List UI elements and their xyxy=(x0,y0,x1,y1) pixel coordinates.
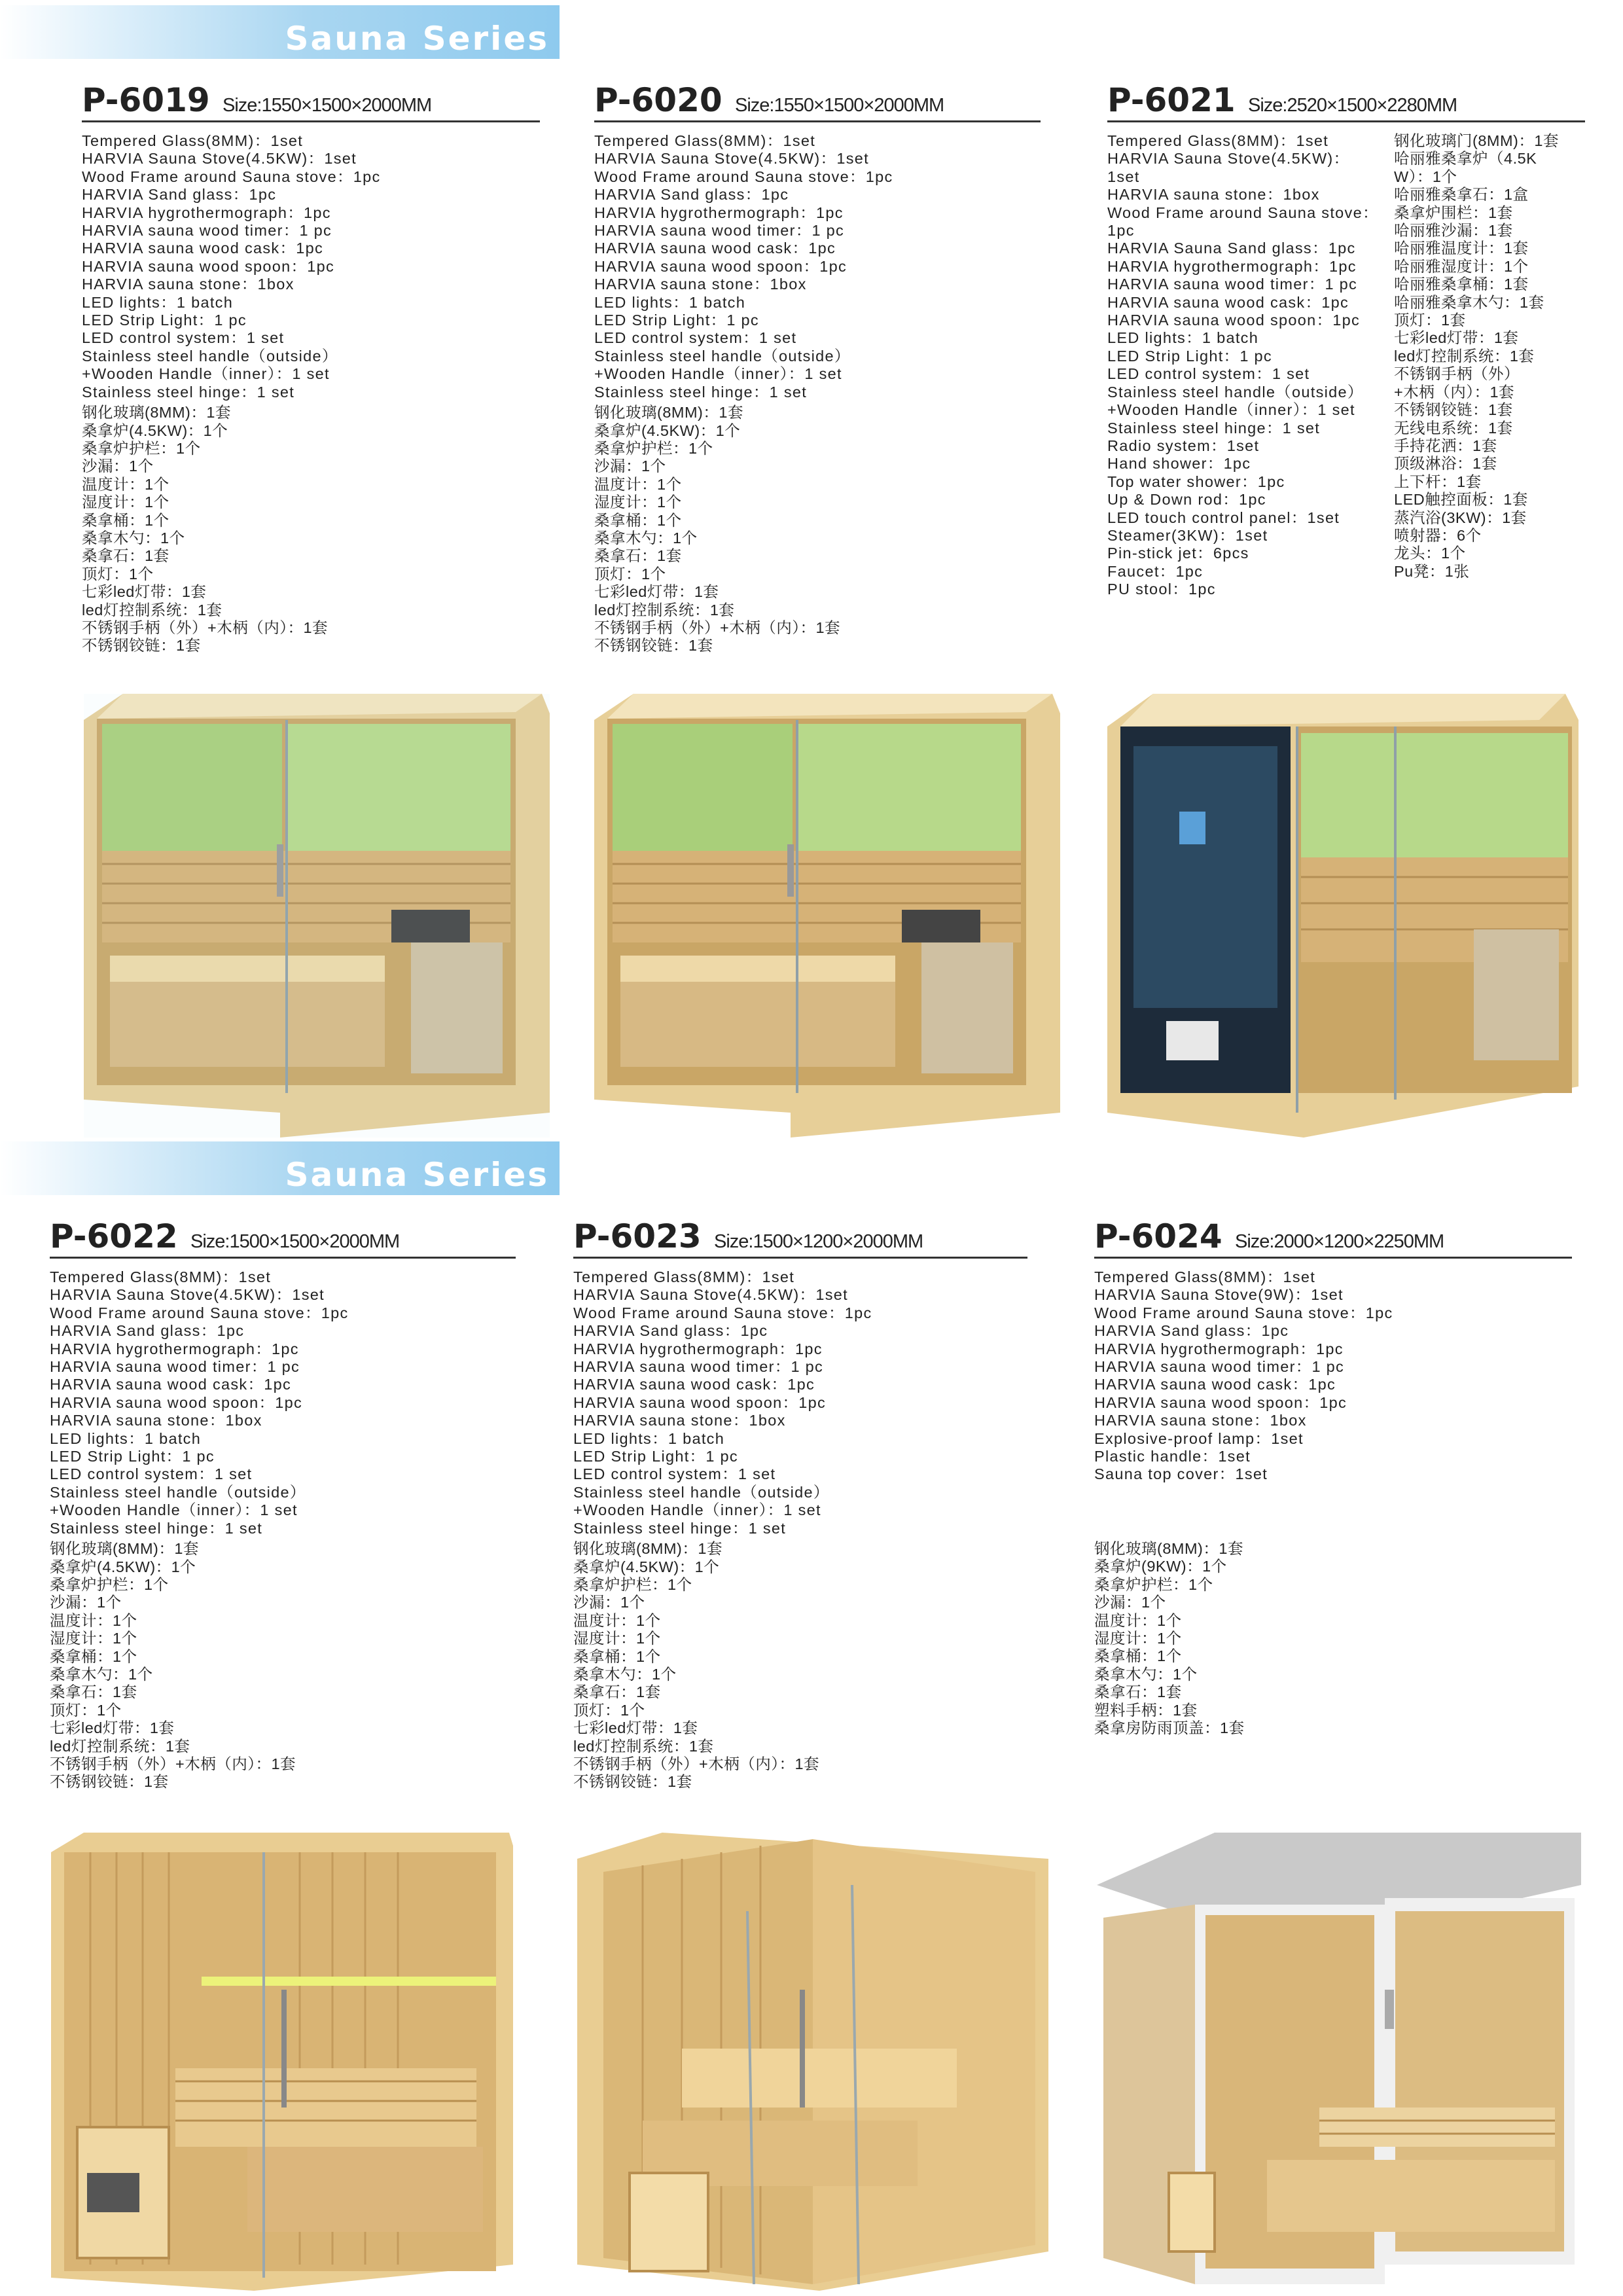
spec-list xyxy=(594,132,893,655)
spec-line: Wood Frame around Sauna stove：1pc xyxy=(1094,1304,1393,1321)
spec-line: HARVIA sauna wood cask：1pc xyxy=(594,240,836,257)
product-header xyxy=(1107,79,1585,122)
spec-list-english xyxy=(1094,1268,1393,1484)
spec-line: HARVIA Sand glass：1pc xyxy=(594,186,789,204)
spec-line: 1pc xyxy=(1107,222,1135,240)
spec-line: HARVIA Sauna Sand glass：1pc xyxy=(1107,240,1356,257)
spec-line: 钢化玻璃(8MM)：1套 xyxy=(82,404,231,422)
spec-line: Stainless steel handle（outside） xyxy=(1107,383,1364,401)
spec-line: 不锈钢手柄（外） xyxy=(1394,365,1520,383)
spec-list-chinese xyxy=(573,1540,872,1791)
spec-line: 沙漏：1个 xyxy=(50,1594,122,1611)
spec-line: LED lights：1 batch xyxy=(82,293,234,311)
spec-line: HARVIA sauna wood cask：1pc xyxy=(50,1376,292,1393)
spec-line: LED lights：1 batch xyxy=(594,293,746,311)
spec-list xyxy=(50,1268,349,1791)
spec-line: LED lights：1 batch xyxy=(50,1429,202,1447)
spec-list-english xyxy=(573,1268,872,1537)
product-size: Size:1500×1200×2000MM xyxy=(714,1231,923,1252)
spec-line: 桑拿炉(4.5KW)：1个 xyxy=(50,1558,196,1575)
spec-line: 哈丽雅桑拿石：1盒 xyxy=(1394,186,1529,204)
product-header xyxy=(1094,1215,1572,1259)
spec-line: HARVIA sauna wood timer：1 pc xyxy=(82,222,332,240)
spec-line: 温度计：1个 xyxy=(1094,1611,1182,1629)
spec-line: 钢化玻璃(8MM)：1套 xyxy=(573,1540,722,1558)
spec-line: HARVIA Sauna Stove(4.5KW)： xyxy=(1107,150,1350,168)
spec-line: 喷射器：6个 xyxy=(1394,526,1482,544)
spec-line: 桑拿桶：1个 xyxy=(594,511,682,529)
spec-line: LED lights：1 batch xyxy=(573,1429,725,1447)
spec-line: 温度计：1个 xyxy=(50,1611,137,1629)
spec-line: HARVIA sauna wood spoon：1pc xyxy=(594,257,847,275)
spec-list xyxy=(573,1268,872,1791)
spec-list xyxy=(1107,132,1379,599)
spec-list-english xyxy=(50,1268,349,1537)
product-header xyxy=(573,1215,1027,1259)
spec-line: 桑拿石：1套 xyxy=(82,547,169,565)
spec-line: 哈丽雅桑拿桶：1套 xyxy=(1394,276,1529,293)
spec-line: 顶灯：1个 xyxy=(573,1701,645,1719)
spec-line: Stainless steel hinge：1 set xyxy=(594,383,808,401)
series-banner-top xyxy=(0,5,560,59)
spec-line: 哈丽雅湿度计：1个 xyxy=(1394,257,1529,275)
spec-list-chinese xyxy=(1394,132,1559,581)
spec-line: 哈丽雅沙漏：1套 xyxy=(1394,222,1513,240)
spec-line: HARVIA sauna stone：1box xyxy=(573,1412,786,1429)
spec-list xyxy=(82,132,381,655)
series-title: Sauna Series xyxy=(285,20,549,58)
spec-line: HARVIA sauna stone：1box xyxy=(594,276,807,293)
spec-list-english xyxy=(82,132,381,401)
spec-line: HARVIA Sauna Stove(4.5KW)：1set xyxy=(50,1286,325,1304)
spec-line: 七彩led灯带：1套 xyxy=(573,1719,698,1737)
spec-line: HARVIA Sauna Stove(9W)：1set xyxy=(1094,1286,1344,1304)
spec-line: 桑拿炉护栏：1个 xyxy=(573,1575,692,1593)
spec-line: 桑拿房防雨顶盖：1套 xyxy=(1094,1719,1245,1736)
spec-line: 不锈钢手柄（外）+木柄（内）：1套 xyxy=(573,1755,820,1772)
spec-line: HARVIA sauna wood spoon：1pc xyxy=(82,257,335,275)
spec-line: LED touch control panel：1set xyxy=(1107,509,1340,526)
spec-list-chinese xyxy=(594,404,893,655)
spec-line: HARVIA sauna wood timer：1 pc xyxy=(573,1358,824,1376)
product-size: Size:1550×1500×2000MM xyxy=(223,95,432,116)
spec-line: Up & Down rod：1pc xyxy=(1107,491,1266,509)
spec-line: 哈丽雅桑拿木勺：1套 xyxy=(1394,293,1544,311)
sauna-image xyxy=(577,1833,1048,2291)
product-header xyxy=(50,1215,516,1259)
spec-line: HARVIA sauna wood spoon：1pc xyxy=(1094,1393,1347,1411)
spec-line: Radio system：1set xyxy=(1107,437,1260,454)
spec-line: Wood Frame around Sauna stove：1pc xyxy=(82,168,381,185)
sauna-photo-p6020 xyxy=(594,694,1060,1138)
spec-line: 不锈钢手柄（外）+木柄（内）：1套 xyxy=(594,619,841,636)
spec-line: 桑拿木勺：1个 xyxy=(1094,1665,1198,1683)
spec-line: Pin-stick jet：6pcs xyxy=(1107,545,1249,562)
spec-line: 不锈钢铰链：1套 xyxy=(573,1773,692,1791)
spec-line: 桑拿桶：1个 xyxy=(82,511,169,529)
spec-line: 湿度计：1个 xyxy=(594,493,682,511)
spec-line: 不锈钢铰链：1套 xyxy=(50,1773,169,1791)
spec-line: HARVIA sauna wood spoon：1pc xyxy=(573,1393,827,1411)
spec-line: LED control system：1 set xyxy=(573,1465,776,1483)
spec-line: Top water shower：1pc xyxy=(1107,473,1285,490)
spec-line: HARVIA sauna wood spoon：1pc xyxy=(50,1393,303,1411)
spec-line: Stainless steel handle（outside） xyxy=(573,1483,830,1501)
spec-line: Wood Frame around Sauna stove：1pc xyxy=(594,168,893,185)
product-p6021 xyxy=(1107,79,1585,598)
sauna-photo-p6024 xyxy=(1097,1833,1581,2291)
spec-list-chinese xyxy=(50,1540,349,1791)
spec-line: 桑拿石：1套 xyxy=(573,1683,661,1701)
spec-line: 无线电系统：1套 xyxy=(1394,419,1513,437)
spec-line: +木柄（内）：1套 xyxy=(1394,383,1515,401)
product-p6019 xyxy=(82,79,540,655)
spec-line: W）：1个 xyxy=(1394,168,1457,185)
spec-line: led灯控制系统：1套 xyxy=(1394,347,1535,365)
spec-line: HARVIA Sauna Stove(4.5KW)：1set xyxy=(594,150,869,168)
spec-line: HARVIA hygrothermograph：1pc xyxy=(573,1340,823,1357)
spec-line: 湿度计：1个 xyxy=(82,493,169,511)
spec-line: Wood Frame around Sauna stove：1pc xyxy=(573,1304,872,1321)
spec-line: 哈丽雅温度计：1套 xyxy=(1394,240,1529,257)
spec-line: led灯控制系统：1套 xyxy=(573,1737,714,1755)
spec-line: Stainless steel hinge：1 set xyxy=(82,383,295,401)
spec-line: HARVIA sauna wood cask：1pc xyxy=(82,240,324,257)
product-p6024 xyxy=(1094,1215,1572,1736)
spec-line: LED触控面板：1套 xyxy=(1394,491,1528,509)
spec-line: HARVIA hygrothermograph：1pc xyxy=(50,1340,299,1357)
spec-line: 1set xyxy=(1107,168,1140,185)
product-code: P-6021 xyxy=(1107,81,1236,119)
product-code: P-6020 xyxy=(594,81,722,119)
spec-line: HARVIA sauna wood timer：1 pc xyxy=(1094,1358,1345,1376)
spec-line: 手持花洒：1套 xyxy=(1394,437,1497,454)
sauna-image xyxy=(1107,694,1578,1138)
spec-line: led灯控制系统：1套 xyxy=(50,1737,190,1755)
spec-line: Tempered Glass(8MM)：1set xyxy=(1107,132,1329,149)
spec-line: LED control system：1 set xyxy=(50,1465,253,1483)
spec-line: 钢化玻璃(8MM)：1套 xyxy=(1094,1539,1243,1557)
spec-line: 桑拿炉(4.5KW)：1个 xyxy=(573,1558,720,1575)
spec-line: Pu凳：1张 xyxy=(1394,562,1470,580)
spec-line: 桑拿木勺：1个 xyxy=(573,1665,677,1683)
spec-line: LED control system：1 set xyxy=(594,329,797,347)
spec-line: LED control system：1 set xyxy=(82,329,285,347)
spec-line: 沙漏：1个 xyxy=(82,457,154,475)
spec-line: Wood Frame around Sauna stove： xyxy=(1107,204,1379,221)
sauna-photo-p6022 xyxy=(51,1833,513,2291)
spec-line: 顶灯：1个 xyxy=(594,565,666,583)
spec-line: +Wooden Handle（inner）：1 set xyxy=(50,1501,298,1519)
spec-line: 桑拿桶：1个 xyxy=(1094,1647,1182,1665)
spec-line: Stainless steel hinge：1 set xyxy=(50,1519,263,1537)
spec-line: LED control system：1 set xyxy=(1107,365,1310,383)
spec-line: 沙漏：1个 xyxy=(594,457,666,475)
spec-line: Sauna top cover：1set xyxy=(1094,1465,1268,1483)
spec-line: 桑拿炉护栏：1个 xyxy=(82,439,201,457)
spec-line: 钢化玻璃(8MM)：1套 xyxy=(594,404,743,422)
spec-line: LED lights：1 batch xyxy=(1107,329,1259,347)
spec-line: Stainless steel hinge：1 set xyxy=(1107,419,1321,437)
spec-line: HARVIA sauna wood timer：1 pc xyxy=(594,222,845,240)
spec-line: 哈丽雅桑拿炉（4.5K xyxy=(1394,150,1537,168)
spec-line: Tempered Glass(8MM)：1set xyxy=(573,1268,795,1285)
spec-line: 七彩led灯带：1套 xyxy=(594,583,719,601)
spec-line: 桑拿石：1套 xyxy=(50,1683,137,1701)
spec-line: 桑拿炉(4.5KW)：1个 xyxy=(594,422,741,439)
product-size: Size:1500×1500×2000MM xyxy=(190,1231,400,1252)
spec-line: PU stool：1pc xyxy=(1107,581,1216,598)
product-p6023 xyxy=(573,1215,1027,1791)
spec-line: 桑拿炉(9KW)：1个 xyxy=(1094,1558,1227,1575)
spec-line: HARVIA sauna stone：1box xyxy=(1107,186,1320,204)
spec-line: 龙头：1个 xyxy=(1394,545,1466,562)
spec-line: 不锈钢手柄（外）+木柄（内）：1套 xyxy=(82,619,329,636)
spec-line: HARVIA sauna wood timer：1 pc xyxy=(1107,276,1358,293)
spec-line: HARVIA sauna wood cask：1pc xyxy=(1094,1376,1336,1393)
spec-line: HARVIA sauna stone：1box xyxy=(50,1412,262,1429)
sauna-photo-p6019 xyxy=(84,694,550,1138)
spec-line: +Wooden Handle（inner）：1 set xyxy=(1107,401,1355,419)
spec-line: 顶级淋浴：1套 xyxy=(1394,455,1497,473)
product-p6022 xyxy=(50,1215,516,1791)
spec-line: HARVIA sauna wood cask：1pc xyxy=(573,1376,815,1393)
spec-line: Tempered Glass(8MM)：1set xyxy=(594,132,816,149)
product-size: Size:1550×1500×2000MM xyxy=(735,95,944,116)
spec-line: HARVIA Sand glass：1pc xyxy=(573,1322,768,1340)
spec-line: HARVIA hygrothermograph：1pc xyxy=(1094,1340,1344,1357)
product-size: Size:2000×1200×2250MM xyxy=(1235,1231,1444,1252)
spec-line: 沙漏：1个 xyxy=(1094,1594,1166,1611)
spec-line: 七彩led灯带：1套 xyxy=(1394,329,1519,347)
series-banner-middle xyxy=(0,1141,560,1195)
series-title: Sauna Series xyxy=(285,1156,549,1194)
spec-line: 顶灯：1个 xyxy=(82,565,154,583)
spec-line: Tempered Glass(8MM)：1set xyxy=(50,1268,272,1285)
spec-line: HARVIA hygrothermograph：1pc xyxy=(594,204,844,221)
spec-list-english xyxy=(594,132,893,401)
sauna-image xyxy=(594,694,1060,1138)
spec-line: +Wooden Handle（inner）：1 set xyxy=(573,1501,821,1519)
spec-line: 桑拿炉护栏：1个 xyxy=(1094,1575,1213,1593)
spec-line: 上下杆：1套 xyxy=(1394,473,1482,490)
spec-line: 桑拿石：1套 xyxy=(1094,1683,1182,1701)
spec-line: 桑拿炉护栏：1个 xyxy=(594,439,713,457)
spec-list-chinese xyxy=(82,404,381,655)
spec-list-chinese xyxy=(1094,1540,1393,1737)
product-code: P-6023 xyxy=(573,1217,702,1255)
spec-line: HARVIA Sand glass：1pc xyxy=(1094,1322,1289,1340)
spec-line: Wood Frame around Sauna stove：1pc xyxy=(50,1304,349,1321)
spec-line: 桑拿桶：1个 xyxy=(573,1647,661,1665)
spec-line: led灯控制系统：1套 xyxy=(82,601,223,619)
product-code: P-6022 xyxy=(50,1217,178,1255)
spec-line: HARVIA Sauna Stove(4.5KW)：1set xyxy=(82,150,357,168)
product-code: P-6024 xyxy=(1094,1217,1222,1255)
spec-line: 温度计：1个 xyxy=(82,475,169,493)
spec-line: Explosive-proof lamp：1set xyxy=(1094,1429,1304,1447)
product-p6020 xyxy=(594,79,1041,655)
product-size: Size:2520×1500×2280MM xyxy=(1248,95,1457,116)
spec-line: Plastic handle：1set xyxy=(1094,1448,1251,1465)
spec-line: HARVIA hygrothermograph：1pc xyxy=(1107,257,1357,275)
spec-line: 桑拿炉围栏：1套 xyxy=(1394,204,1513,221)
spec-line: Hand shower：1pc xyxy=(1107,455,1251,473)
spec-line: Faucet：1pc xyxy=(1107,562,1204,580)
spec-line: 不锈钢手柄（外）+木柄（内）：1套 xyxy=(50,1755,296,1772)
sauna-image xyxy=(84,694,550,1138)
spec-line: LED Strip Light：1 pc xyxy=(573,1448,738,1465)
product-code: P-6019 xyxy=(82,81,210,119)
sauna-image xyxy=(1097,1833,1581,2291)
spec-line: 塑料手柄：1套 xyxy=(1094,1701,1198,1719)
spec-line: 湿度计：1个 xyxy=(573,1630,661,1647)
spec-line: Tempered Glass(8MM)：1set xyxy=(82,132,304,149)
spec-line: LED Strip Light：1 pc xyxy=(50,1448,215,1465)
spec-line: 钢化玻璃(8MM)：1套 xyxy=(50,1540,199,1558)
spec-line: 桑拿炉护栏：1个 xyxy=(50,1575,169,1593)
spec-line: 不锈钢铰链：1套 xyxy=(82,637,201,655)
sauna-photo-p6021 xyxy=(1107,694,1578,1138)
spec-line: LED Strip Light：1 pc xyxy=(1107,347,1272,365)
spec-line: 顶灯：1套 xyxy=(1394,312,1466,329)
spec-line: 湿度计：1个 xyxy=(1094,1629,1182,1647)
spec-line: HARVIA Sauna Stove(4.5KW)：1set xyxy=(573,1286,848,1304)
spec-line: Stainless steel hinge：1 set xyxy=(573,1519,787,1537)
spec-line: HARVIA hygrothermograph：1pc xyxy=(82,204,331,221)
spec-line: 沙漏：1个 xyxy=(573,1594,645,1611)
spec-line: 钢化玻璃门(8MM)：1套 xyxy=(1394,132,1559,149)
spec-line: led灯控制系统：1套 xyxy=(594,601,735,619)
spec-line: 蒸汽浴(3KW)：1套 xyxy=(1394,509,1527,526)
spec-line: Stainless steel handle（outside） xyxy=(594,347,851,365)
product-header xyxy=(82,79,540,122)
spec-line: HARVIA Sand glass：1pc xyxy=(82,186,277,204)
spec-line: LED Strip Light：1 pc xyxy=(594,312,759,329)
sauna-image xyxy=(51,1833,513,2291)
spec-line: HARVIA sauna wood cask：1pc xyxy=(1107,293,1349,311)
spec-line: 桑拿木勺：1个 xyxy=(50,1665,153,1683)
spec-line: +Wooden Handle（inner）：1 set xyxy=(82,365,330,383)
spec-list-english xyxy=(1107,132,1379,599)
spec-line: 温度计：1个 xyxy=(573,1611,661,1629)
spec-line: 七彩led灯带：1套 xyxy=(50,1719,175,1737)
spec-line: 七彩led灯带：1套 xyxy=(82,583,207,601)
spec-line: 桑拿木勺：1个 xyxy=(82,529,185,547)
spec-line: HARVIA sauna stone：1box xyxy=(82,276,294,293)
spec-line: HARVIA sauna wood timer：1 pc xyxy=(50,1358,300,1376)
spec-line: HARVIA sauna stone：1box xyxy=(1094,1412,1307,1429)
sauna-photo-p6023 xyxy=(577,1833,1048,2291)
spec-line: Stainless steel handle（outside） xyxy=(82,347,338,365)
spec-line: 顶灯：1个 xyxy=(50,1701,122,1719)
spec-line: HARVIA Sand glass：1pc xyxy=(50,1322,245,1340)
spec-line: Steamer(3KW)：1set xyxy=(1107,526,1268,544)
spec-line: 桑拿木勺：1个 xyxy=(594,529,698,547)
spec-line: 不锈钢铰链：1套 xyxy=(1394,401,1513,419)
spec-line: LED Strip Light：1 pc xyxy=(82,312,247,329)
spec-line: 桑拿炉(4.5KW)：1个 xyxy=(82,422,228,439)
spec-line: 桑拿石：1套 xyxy=(594,547,682,565)
spec-line: 桑拿桶：1个 xyxy=(50,1647,137,1665)
spec-line: HARVIA sauna wood spoon：1pc xyxy=(1107,312,1361,329)
spec-line: 温度计：1个 xyxy=(594,475,682,493)
spec-line: 湿度计：1个 xyxy=(50,1630,137,1647)
spec-line: 不锈钢铰链：1套 xyxy=(594,637,713,655)
product-header xyxy=(594,79,1041,122)
spec-line: Tempered Glass(8MM)：1set xyxy=(1094,1268,1316,1285)
spec-list xyxy=(1094,1268,1393,1737)
spec-line: +Wooden Handle（inner）：1 set xyxy=(594,365,842,383)
spec-line: Stainless steel handle（outside） xyxy=(50,1483,306,1501)
